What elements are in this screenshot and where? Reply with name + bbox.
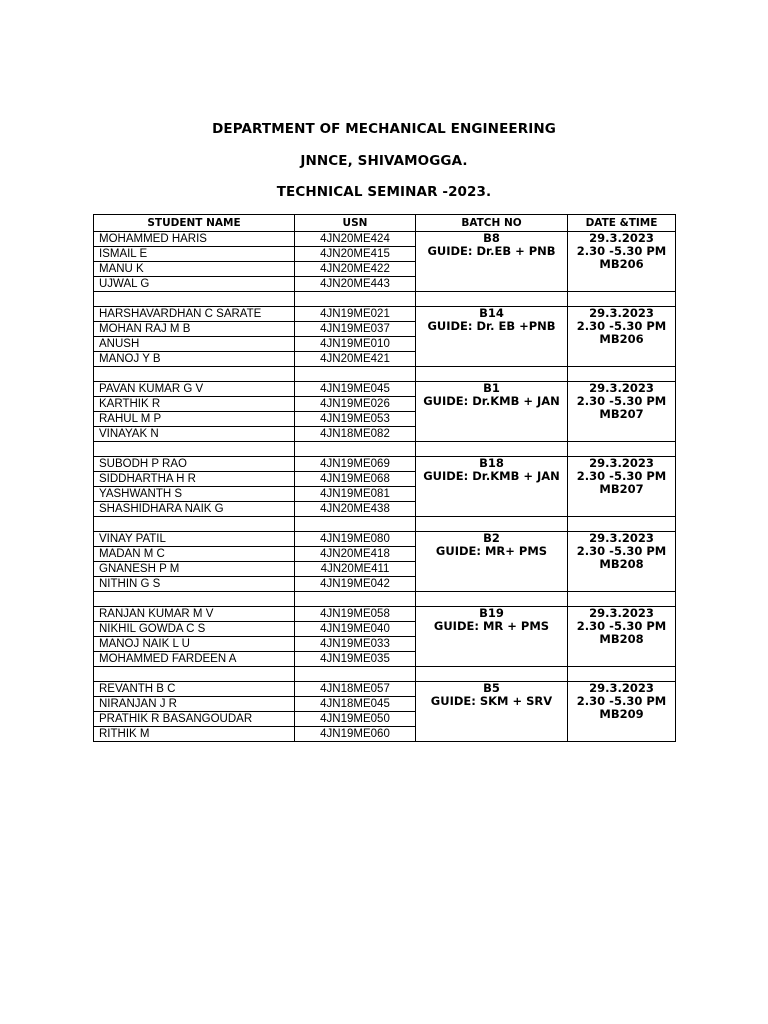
date-time-cell [568,457,676,517]
seminar-date: 29.3.2023 [589,456,654,470]
seminar-time: 2.30 -5.30 PM [576,619,667,633]
table-row [94,457,676,472]
batch-cell [416,307,568,367]
student-name-cell: SIDDHARTHA H R [94,472,295,487]
batch-guide: GUIDE: Dr.KMB + JAN [423,469,560,483]
usn-cell: 4JN20ME443 [295,277,416,292]
batch-cell [416,607,568,667]
spacer-row [94,592,676,607]
student-name-cell: HARSHAVARDHAN C SARATE [94,307,295,322]
batch-cell [416,457,568,517]
usn-cell: 4JN19ME021 [295,307,416,322]
usn-cell: 4JN20ME424 [295,232,416,247]
student-name-cell: RAHUL M P [94,412,295,427]
spacer-row [94,442,676,457]
batch-guide: GUIDE: Dr.EB + PNB [427,244,556,258]
batch-number: B1 [483,381,500,395]
batch-number: B18 [479,456,504,470]
empty-cell [295,592,416,607]
date-time-cell [568,607,676,667]
batch-cell [416,232,568,292]
empty-cell [295,667,416,682]
batch-number: B19 [479,606,504,620]
student-name-cell: NITHIN G S [94,577,295,592]
batch-number: B2 [483,531,500,545]
empty-cell [295,292,416,307]
batch-guide: GUIDE: MR+ PMS [435,544,548,558]
usn-cell: 4JN19ME053 [295,412,416,427]
empty-cell [295,367,416,382]
batch-guide: GUIDE: Dr.KMB + JAN [423,394,560,408]
batch-guide: GUIDE: SKM + SRV [430,694,553,708]
empty-cell [94,667,295,682]
usn-cell: 4JN19ME026 [295,397,416,412]
student-name-cell: MOHAMMED FARDEEN A [94,652,295,667]
empty-cell [568,667,676,682]
usn-cell: 4JN19ME045 [295,382,416,397]
student-name-cell: SUBODH P RAO [94,457,295,472]
usn-cell: 4JN18ME057 [295,682,416,697]
seminar-schedule-table [93,214,676,742]
usn-cell: 4JN19ME060 [295,727,416,742]
spacer-row [94,367,676,382]
usn-cell: 4JN19ME042 [295,577,416,592]
student-name-cell: RANJAN KUMAR M V [94,607,295,622]
usn-cell: 4JN20ME438 [295,502,416,517]
table-row [94,307,676,322]
empty-cell [416,292,568,307]
date-time-cell [568,232,676,292]
seminar-room: MB207 [599,482,644,496]
empty-cell [416,367,568,382]
seminar-time: 2.30 -5.30 PM [576,319,667,333]
student-name-cell: MOHAN RAJ M B [94,322,295,337]
header-usn: USN [295,215,416,232]
seminar-date: 29.3.2023 [589,381,654,395]
seminar-room: MB209 [599,707,644,721]
seminar-room: MB207 [599,407,644,421]
student-name-cell: RITHIK M [94,727,295,742]
empty-cell [94,292,295,307]
usn-cell: 4JN19ME081 [295,487,416,502]
usn-cell: 4JN20ME415 [295,247,416,262]
empty-cell [568,517,676,532]
empty-cell [568,367,676,382]
batch-number: B8 [483,231,500,245]
seminar-time: 2.30 -5.30 PM [576,469,667,483]
empty-cell [568,592,676,607]
usn-cell: 4JN19ME010 [295,337,416,352]
usn-cell: 4JN19ME033 [295,637,416,652]
seminar-date: 29.3.2023 [589,306,654,320]
table-row [94,682,676,697]
date-time-cell [568,532,676,592]
usn-cell: 4JN19ME035 [295,652,416,667]
student-name-cell: PAVAN KUMAR G V [94,382,295,397]
student-name-cell: VINAY PATIL [94,532,295,547]
student-name-cell: VINAYAK N [94,427,295,442]
empty-cell [416,517,568,532]
usn-cell: 4JN20ME418 [295,547,416,562]
seminar-room: MB206 [599,257,644,271]
batch-cell [416,682,568,742]
seminar-time: 2.30 -5.30 PM [576,694,667,708]
batch-guide: GUIDE: Dr. EB +PNB [427,319,556,333]
usn-cell: 4JN19ME050 [295,712,416,727]
spacer-row [94,292,676,307]
student-name-cell: REVANTH B C [94,682,295,697]
table-header-row [94,215,676,232]
student-name-cell: PRATHIK R BASANGOUDAR [94,712,295,727]
seminar-date: 29.3.2023 [589,531,654,545]
student-name-cell: MOHAMMED HARIS [94,232,295,247]
empty-cell [295,442,416,457]
student-name-cell: NIKHIL GOWDA C S [94,622,295,637]
usn-cell: 4JN20ME421 [295,352,416,367]
student-name-cell: KARTHIK R [94,397,295,412]
student-name-cell: YASHWANTH S [94,487,295,502]
header-batch-no: BATCH NO [416,215,568,232]
empty-cell [416,442,568,457]
empty-cell [94,592,295,607]
batch-number: B5 [483,681,500,695]
usn-cell: 4JN20ME411 [295,562,416,577]
header-student-name: STUDENT NAME [94,215,295,232]
usn-cell: 4JN19ME037 [295,322,416,337]
table-row [94,232,676,247]
table-row [94,532,676,547]
seminar-room: MB208 [599,557,644,571]
usn-cell: 4JN19ME058 [295,607,416,622]
seminar-time: 2.30 -5.30 PM [576,244,667,258]
seminar-date: 29.3.2023 [589,606,654,620]
usn-cell: 4JN19ME080 [295,532,416,547]
spacer-row [94,517,676,532]
empty-cell [416,592,568,607]
student-name-cell: MANOJ NAIK L U [94,637,295,652]
date-time-cell [568,682,676,742]
spacer-row [94,667,676,682]
header-date-time: DATE &TIME [568,215,676,232]
student-name-cell: SHASHIDHARA NAIK G [94,502,295,517]
empty-cell [94,367,295,382]
batch-guide: GUIDE: MR + PMS [433,619,550,633]
empty-cell [416,667,568,682]
seminar-title: TECHNICAL SEMINAR -2023. [276,184,492,200]
empty-cell [94,442,295,457]
department-title: DEPARTMENT OF MECHANICAL ENGINEERING [212,121,556,137]
empty-cell [568,442,676,457]
seminar-room: MB206 [599,332,644,346]
student-name-cell: UJWAL G [94,277,295,292]
empty-cell [295,517,416,532]
table-row [94,382,676,397]
date-time-cell [568,382,676,442]
date-time-cell [568,307,676,367]
batch-number: B14 [479,306,504,320]
usn-cell: 4JN19ME068 [295,472,416,487]
student-name-cell: MANU K [94,262,295,277]
seminar-room: MB208 [599,632,644,646]
usn-cell: 4JN20ME422 [295,262,416,277]
usn-cell: 4JN18ME045 [295,697,416,712]
batch-cell [416,382,568,442]
seminar-time: 2.30 -5.30 PM [576,544,667,558]
seminar-date: 29.3.2023 [589,231,654,245]
table-body [94,232,676,742]
usn-cell: 4JN19ME069 [295,457,416,472]
college-title: JNNCE, SHIVAMOGGA. [300,153,468,169]
student-name-cell: ISMAIL E [94,247,295,262]
empty-cell [568,292,676,307]
student-name-cell: GNANESH P M [94,562,295,577]
student-name-cell: NIRANJAN J R [94,697,295,712]
student-name-cell: ANUSH [94,337,295,352]
usn-cell: 4JN19ME040 [295,622,416,637]
student-name-cell: MANOJ Y B [94,352,295,367]
seminar-time: 2.30 -5.30 PM [576,394,667,408]
seminar-date: 29.3.2023 [589,681,654,695]
student-name-cell: MADAN M C [94,547,295,562]
table-row [94,607,676,622]
batch-cell [416,532,568,592]
usn-cell: 4JN18ME082 [295,427,416,442]
empty-cell [94,517,295,532]
